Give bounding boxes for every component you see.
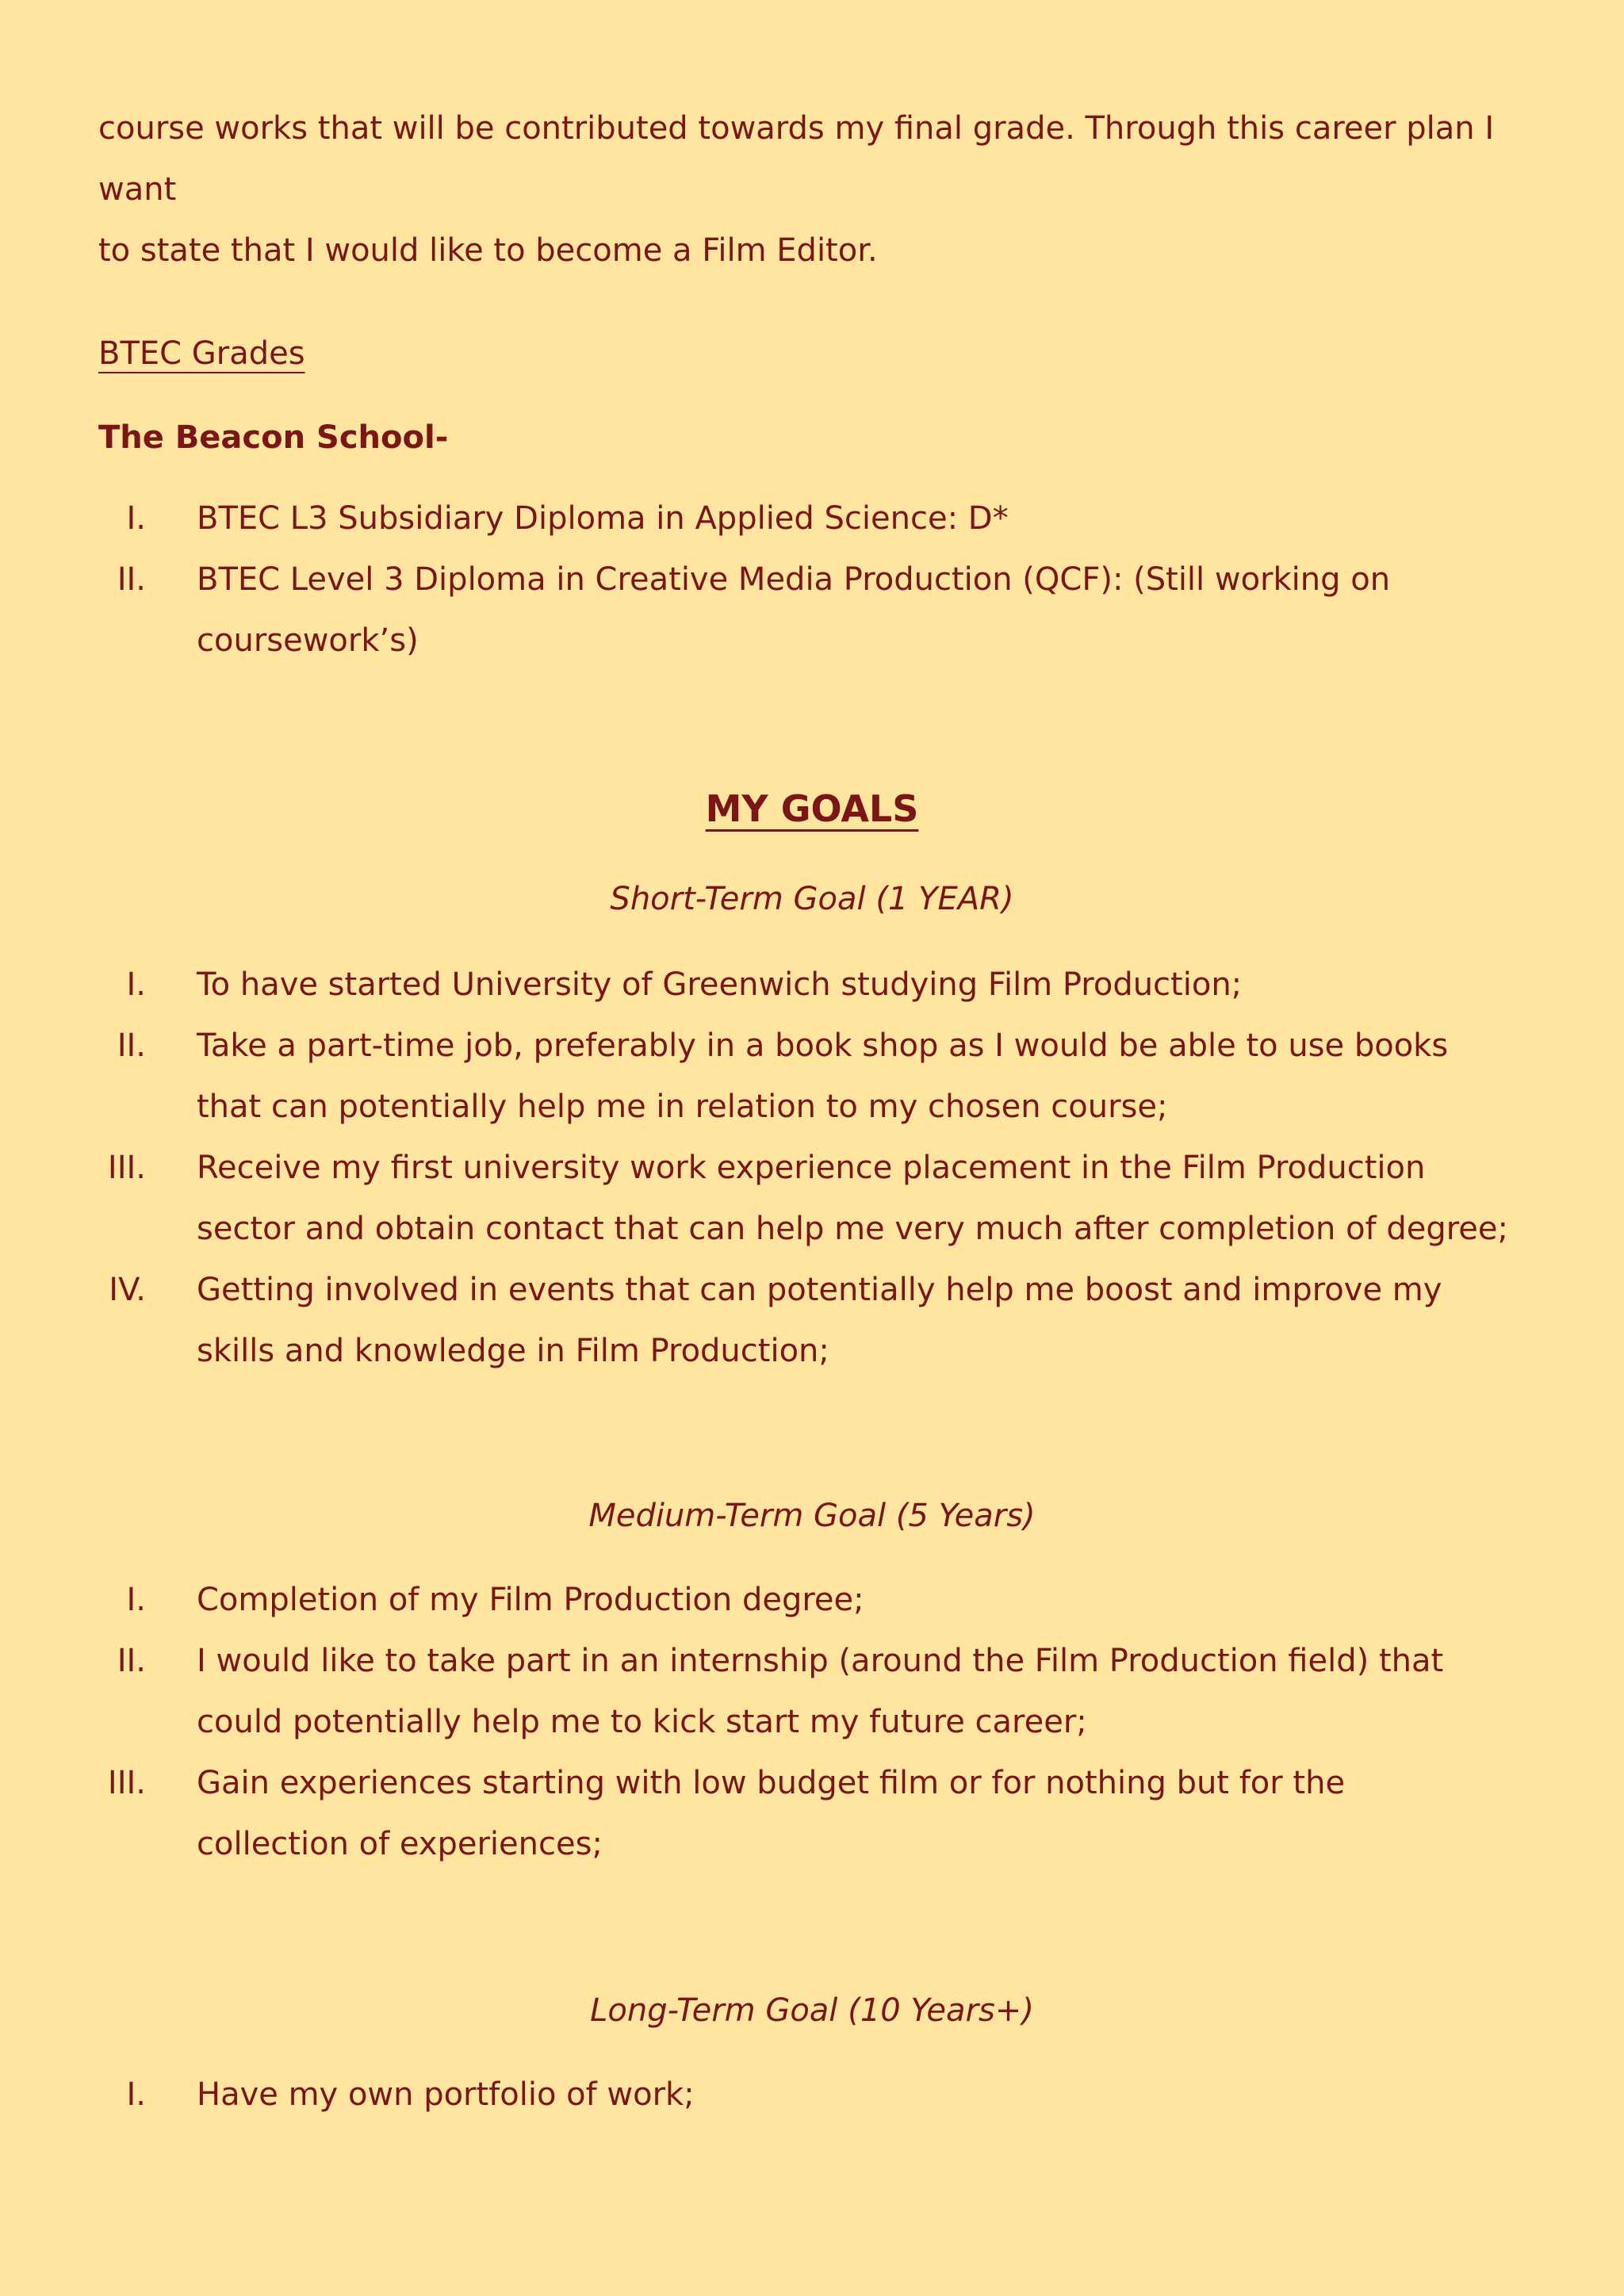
- btec-grades-heading: BTEC Grades: [98, 335, 305, 372]
- short-term-list: [98, 955, 1526, 1382]
- list-item: [98, 1138, 1526, 1260]
- list-item: [98, 488, 1526, 549]
- list-text: Gain experiences starting with low budget film or for nothing but for the collection of experiences;: [197, 1765, 1346, 1862]
- list-number: III.: [107, 1765, 146, 1801]
- long-term-heading: Long-Term Goal (10 Years+): [590, 1992, 1034, 2029]
- intro-line-1: course works that will be contributed towards my final grade. Through this career plan I want: [98, 110, 1495, 208]
- list-item: [98, 1016, 1526, 1138]
- intro-line-2: to state that I would like to become a Film Editor.: [98, 232, 878, 269]
- list-number: I.: [126, 1582, 146, 1618]
- list-number: II.: [117, 1643, 146, 1679]
- list-number: II.: [117, 1027, 146, 1064]
- list-number: I.: [126, 966, 146, 1003]
- list-item: [98, 1631, 1526, 1753]
- list-item: [98, 1260, 1526, 1382]
- short-term-heading: Short-Term Goal (1 YEAR): [610, 881, 1014, 917]
- list-text: Getting involved in events that can potentially help me boost and improve my skills and knowledge in Film Production;: [197, 1272, 1442, 1369]
- list-item: [98, 955, 1526, 1016]
- list-item: [98, 1753, 1526, 1875]
- list-text: Have my own portfolio of work;: [197, 2076, 695, 2113]
- list-text: Receive my first university work experience placement in the Film Production sector and obtain contact that can help me very much after completion of degree;: [197, 1150, 1508, 1247]
- medium-term-heading: Medium-Term Goal (5 Years): [588, 1498, 1036, 1534]
- list-text: To have started University of Greenwich studying Film Production;: [197, 966, 1243, 1003]
- intro-paragraph: [98, 98, 1526, 281]
- list-number: I.: [126, 2076, 146, 2113]
- list-text: I would like to take part in an internship (around the Film Production field) that could potentially help me to kick start my future career;: [197, 1643, 1444, 1740]
- list-number: I.: [126, 500, 146, 537]
- list-number: II.: [117, 561, 146, 598]
- list-number: IV.: [109, 1272, 146, 1308]
- goals-title: MY GOALS: [705, 787, 919, 830]
- list-item: [98, 2064, 1526, 2126]
- btec-list: [98, 488, 1526, 672]
- medium-term-list: [98, 1570, 1526, 1875]
- list-text: Take a part-time job, preferably in a book shop as I would be able to use books that can potentially help me in relation to my chosen course;: [197, 1027, 1449, 1125]
- list-item: [98, 549, 1526, 672]
- list-text: Completion of my Film Production degree;: [197, 1582, 864, 1618]
- list-number: III.: [107, 1150, 146, 1186]
- list-text: BTEC L3 Subsidiary Diploma in Applied Science: D*: [197, 500, 1009, 537]
- list-text: BTEC Level 3 Diploma in Creative Media Production (QCF): (Still working on coursework’s): [197, 561, 1391, 659]
- list-item: [98, 1570, 1526, 1631]
- school-name: The Beacon School-: [98, 419, 449, 456]
- long-term-list: [98, 2064, 1526, 2126]
